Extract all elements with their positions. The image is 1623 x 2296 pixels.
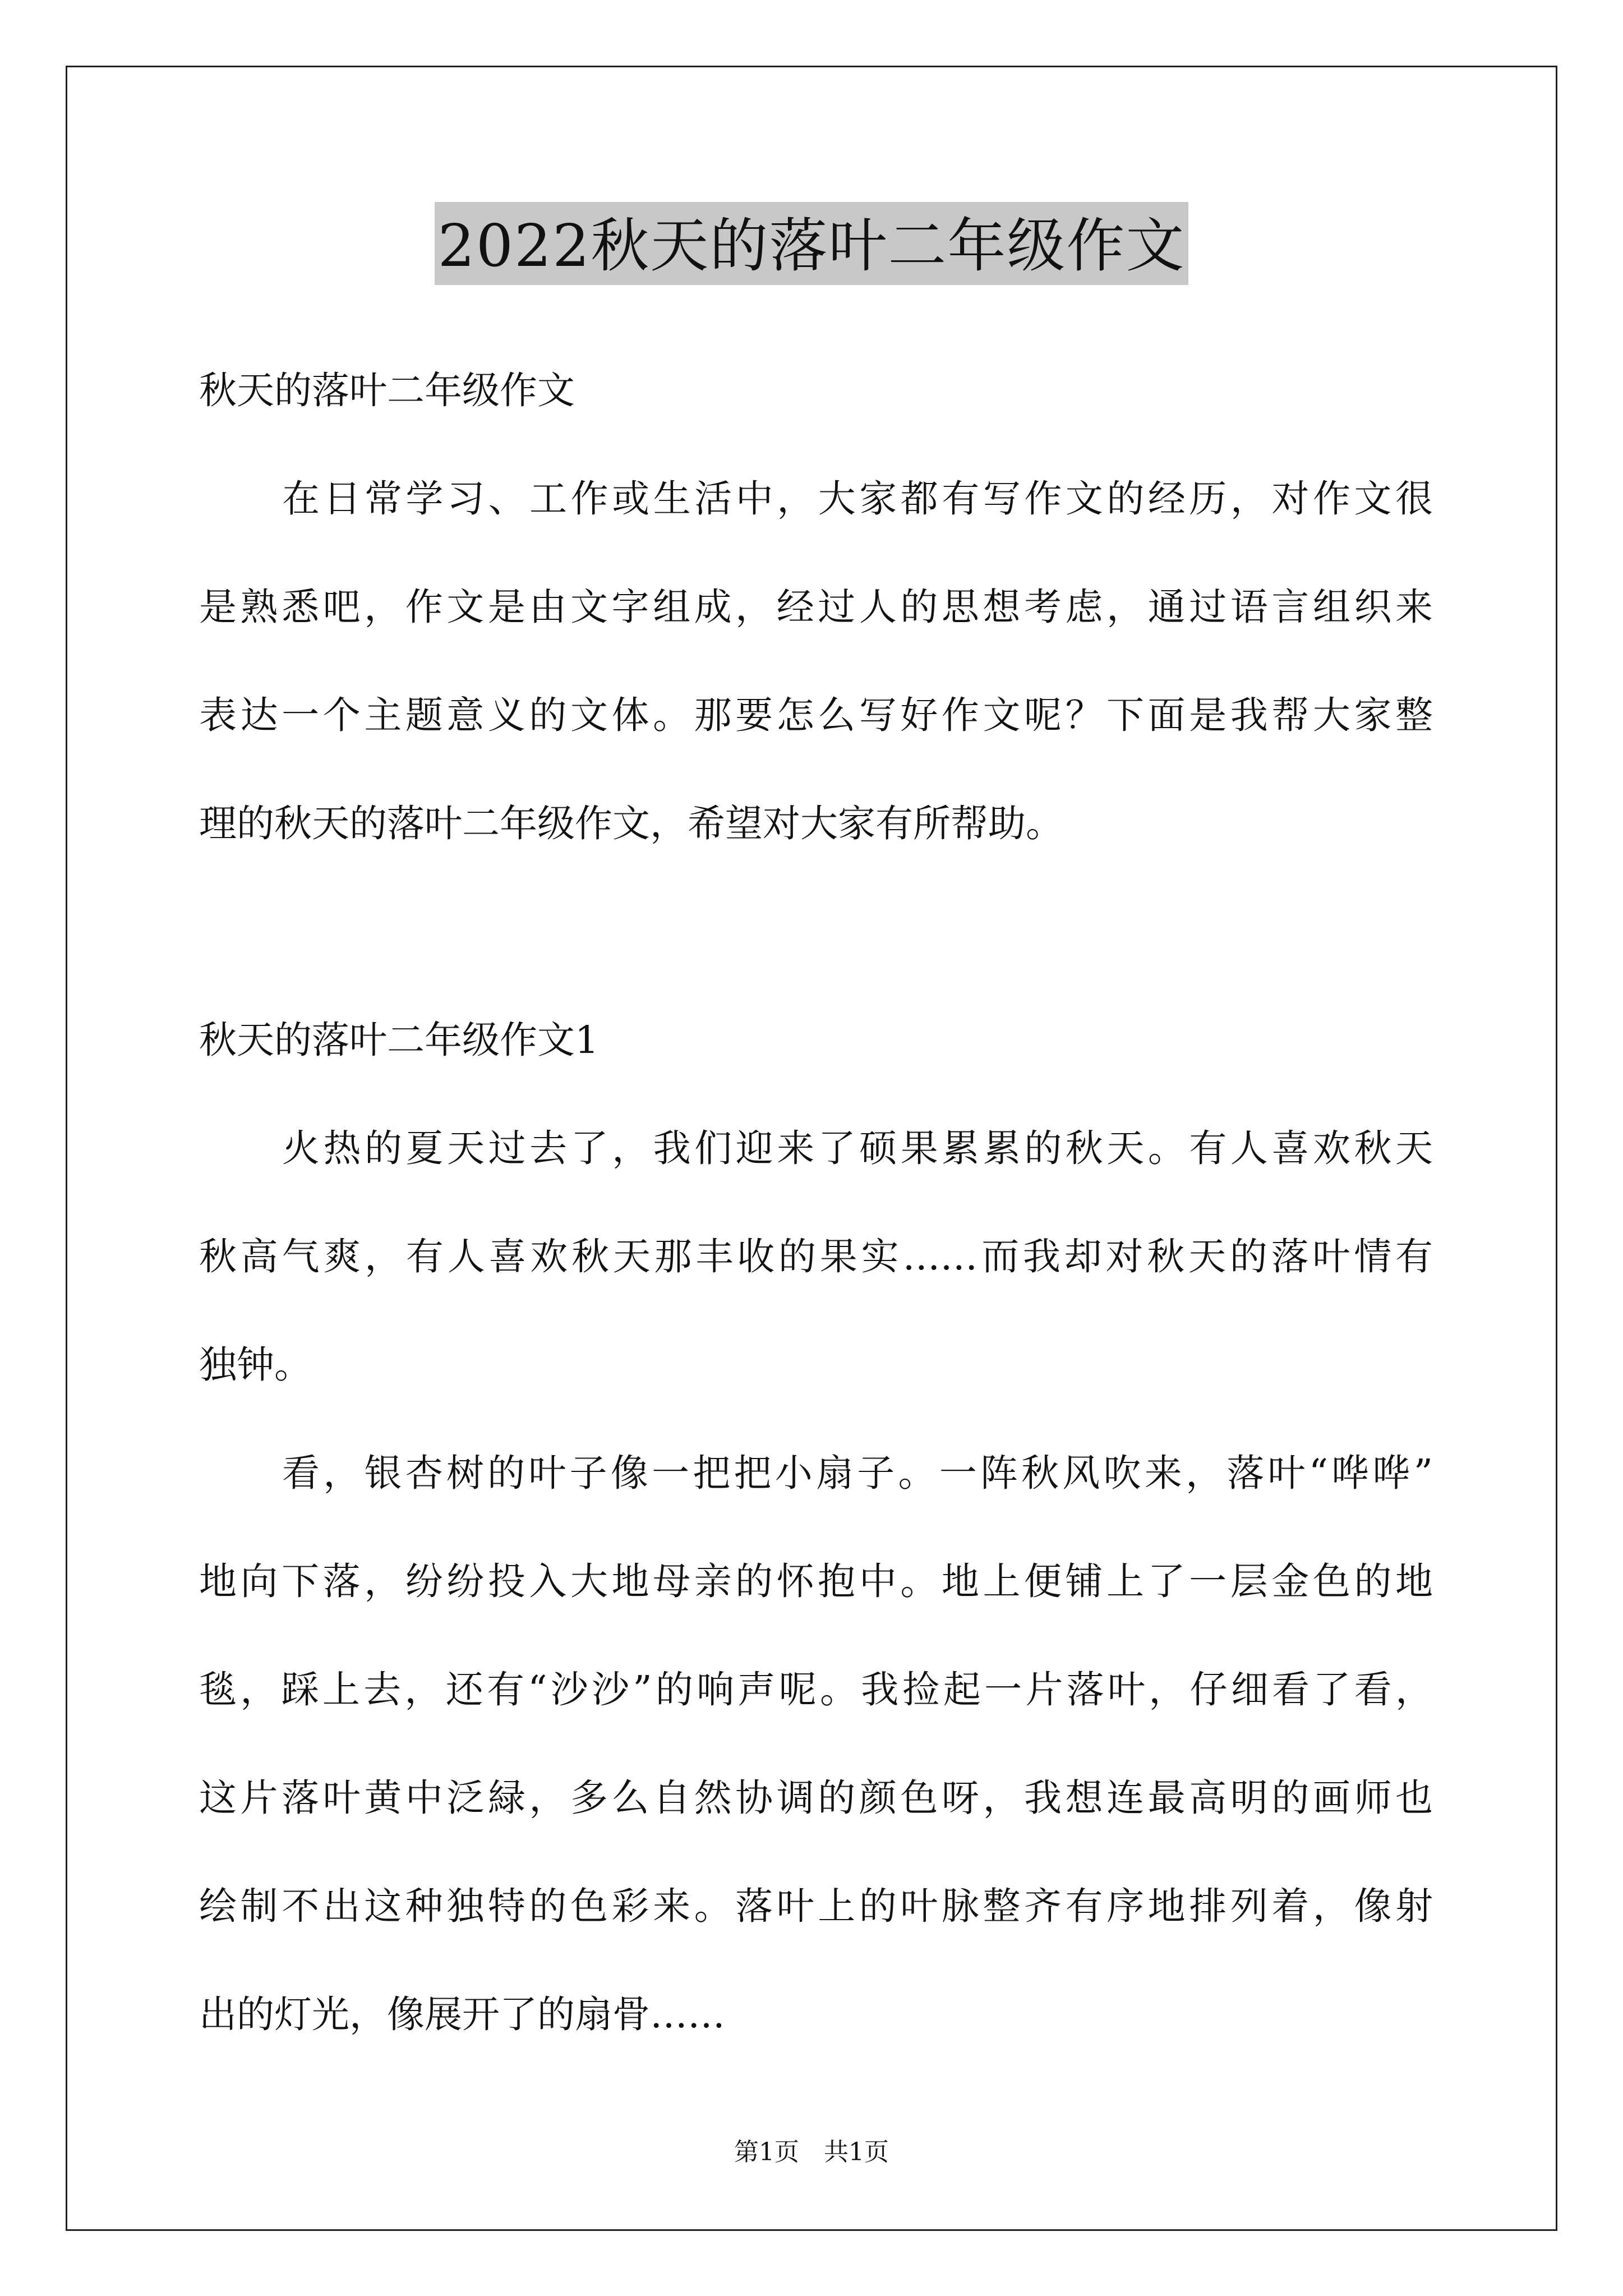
paragraph-line: 火热的夏天过去了，我们迎来了硕果累累的秋天。有人喜欢秋天 (282, 1126, 1433, 1170)
paragraph-line: 看，银杏树的叶子像一把把小扇子。一阵秋风吹来，落叶“哗哗” (282, 1451, 1433, 1495)
paragraph-line: 这片落叶黄中泛緑，多么自然协调的颜色呀，我想连最高明的画师也 (199, 1776, 1433, 1820)
page-number: 第1页 共1页 (734, 2138, 889, 2166)
paragraph-line: 秋高气爽，有人喜欢秋天那丰收的果实……而我却对秋天的落叶情有 (199, 1235, 1433, 1278)
intro-line: 理的秋天的落叶二年级作文，希望对大家有所帮助。 (199, 802, 1063, 845)
intro-line: 表达一个主题意义的文体。那要怎么写好作文呢？下面是我帮大家整 (199, 693, 1433, 737)
subtitle: 秋天的落叶二年级作文 (199, 369, 575, 412)
document-body (199, 337, 1433, 2069)
section1-paragraph1 (199, 1094, 1433, 1419)
title-container (0, 202, 1623, 285)
page-footer (0, 2132, 1623, 2168)
section1-paragraph2 (199, 1419, 1433, 2069)
intro-line: 是熟悉吧，作文是由文字组成，经过人的思想考虑，通过语言组织来 (199, 585, 1433, 629)
intro-paragraph (199, 445, 1433, 878)
paragraph-line: 毯，踩上去，还有“沙沙”的响声呢。我捡起一片落叶，仔细看了看， (199, 1668, 1433, 1711)
document-title: 2022秋天的落叶二年级作文 (435, 202, 1189, 285)
section-heading: 秋天的落叶二年级作文1 (199, 1018, 599, 1062)
paragraph-line: 独钟。 (199, 1343, 312, 1387)
paragraph-line: 地向下落，纷纷投入大地母亲的怀抱中。地上便铺上了一层金色的地 (199, 1559, 1433, 1603)
paragraph-line: 出的灯光，像展开了的扇骨…… (199, 1993, 725, 2036)
spacer (199, 878, 1433, 986)
paragraph-line: 绘制不出这种独特的色彩来。落叶上的叶脉整齐有序地排列着，像射 (199, 1884, 1433, 1928)
intro-line: 在日常学习、工作或生活中，大家都有写作文的经历，对作文很 (282, 477, 1433, 521)
